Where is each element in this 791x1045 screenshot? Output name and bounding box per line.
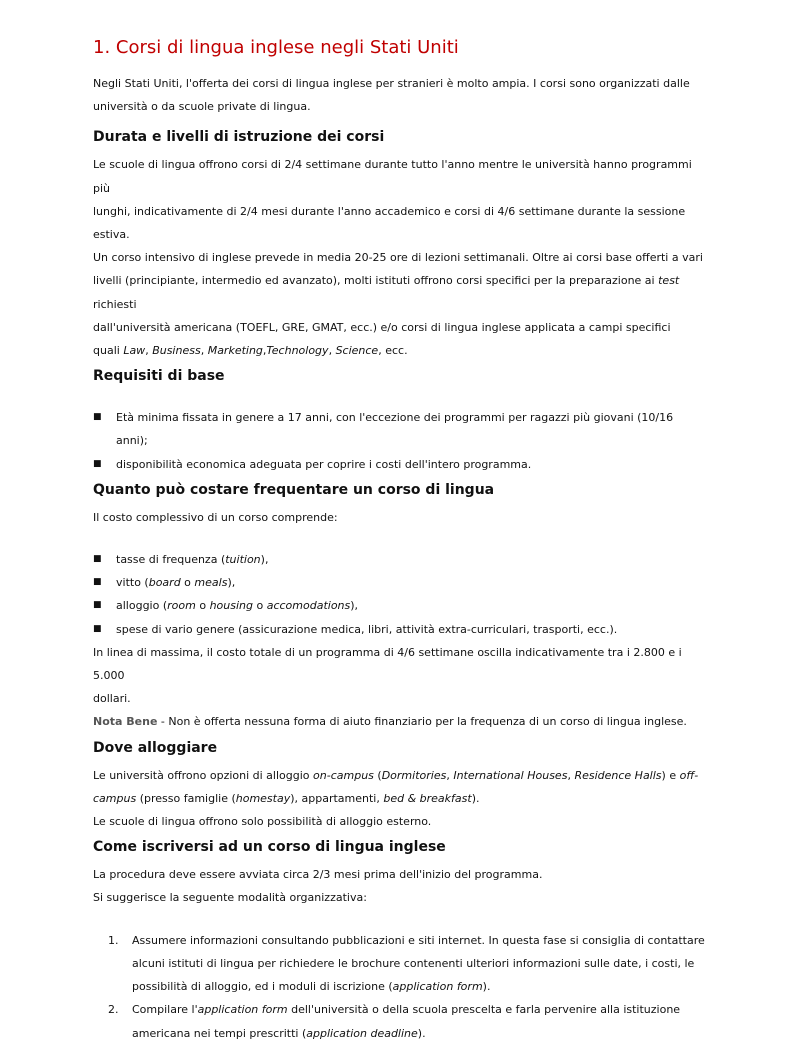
- bullet-icon: ■: [93, 623, 102, 634]
- bullet-icon: ■: [93, 600, 102, 611]
- costo-summary: In linea di massima, il costo totale di un programma di 4/6 settimane oscilla indicativamente tra i 2.800 e i 5.000 dollari. Nota Bene - Non è offerta nessuna forma di aiuto finanziario per la frequenza di un corso di lingua inglese.: [93, 645, 687, 729]
- list-item: ■ spese di vario genere (assicurazione medica, libri, attività extra-curriculari, trasporti, ecc.).: [93, 618, 705, 641]
- list-item: ■ vitto (board o meals),: [93, 571, 705, 594]
- bullet-icon: ■: [93, 554, 102, 565]
- page-title: 1. Corsi di lingua inglese negli Stati Uniti: [93, 37, 459, 58]
- iscrizione-steps: [93, 929, 705, 1045]
- heading-costo: Quanto può costare frequentare un corso di lingua: [93, 481, 495, 498]
- heading-durata: Durata e livelli di istruzione dei corsi: [93, 129, 385, 146]
- costo-intro: Il costo complessivo di un corso comprende:: [93, 510, 338, 524]
- document-page: [93, 36, 705, 1045]
- durata-line-3: Un corso intensivo di inglese prevede in media 20-25 ore di lezioni settimanali. Oltre ai corsi base offerti a vari: [93, 251, 703, 265]
- intro-line-2: università o da scuole private di lingua.: [93, 100, 311, 114]
- durata-line-4: livelli (principiante, intermedio ed avanzato), molti istituti offrono corsi specifici per la preparazione ai test richiesti: [93, 274, 680, 311]
- iscrizione-paragraph: La procedura deve essere avviata circa 2/3 mesi prima dell'inizio del programma. Si suggerisce la seguente modalità organizzativa:: [93, 868, 543, 905]
- heading-iscrizione: Come iscriversi ad un corso di lingua inglese: [93, 839, 446, 856]
- list-item: ■ tasse di frequenza (tuition),: [93, 548, 705, 571]
- list-item: ■ Età minima fissata in genere a 17 anni, con l'eccezione dei programmi per ragazzi più giovani (10/16 anni);: [93, 406, 705, 452]
- bullet-icon: ■: [93, 412, 102, 423]
- intro-line-1: Negli Stati Uniti, l'offerta dei corsi di lingua inglese per stranieri è molto ampia. I corsi sono organizzati dalle: [93, 77, 690, 90]
- durata-line-1: Le scuole di lingua offrono corsi di 2/4 settimane durante tutto l'anno mentre le università hanno programmi più: [93, 158, 692, 195]
- intro-paragraph: [93, 72, 705, 118]
- list-item: 2. Compilare l'application form dell'università o della scuola prescelta e farla pervenire alla istituzione americana nei tempi prescritti (application deadline).: [108, 1003, 681, 1040]
- costo-list: [93, 548, 705, 641]
- alloggio-paragraph: Le università offrono opzioni di alloggio on-campus (Dormitories, International Houses, Residence Halls) e off- campus (presso famiglie (homestay), appartamenti, bed & breakfast). Le scuole di lingua offrono solo possibilità di alloggio esterno.: [93, 768, 699, 829]
- nota-bene: Nota Bene - Non è offerta nessuna forma di aiuto finanziario per la frequenza di un corso di lingua inglese.: [93, 715, 687, 729]
- durata-line-5: dall'università americana (TOEFL, GRE, GMAT, ecc.) e/o corsi di lingua inglese applicata a campi specifici: [93, 320, 671, 334]
- bullet-icon: ■: [93, 458, 102, 469]
- durata-line-2: lunghi, indicativamente di 2/4 mesi durante l'anno accademico e corsi di 4/6 settimane durante la sessione estiva.: [93, 204, 686, 242]
- requisiti-list: [93, 406, 705, 476]
- durata-paragraph: [93, 153, 705, 362]
- list-item: 1. Assumere informazioni consultando pubblicazioni e siti internet. In questa fase si consiglia di contattare alcuni istituti di lingua per richiedere le brochure contenenti ulteriori informazioni sulle date, i costi, le possibilità di alloggio, ed i moduli di iscrizione (application form).: [108, 933, 705, 994]
- bullet-icon: ■: [93, 577, 102, 588]
- heading-alloggio: Dove alloggiare: [93, 739, 218, 756]
- heading-requisiti: Requisiti di base: [93, 368, 225, 385]
- list-item: ■ alloggio (room o housing o accomodations),: [93, 594, 705, 617]
- durata-line-6: quali Law, Business, Marketing,Technology, Science, ecc.: [93, 344, 408, 358]
- list-item: ■ disponibilità economica adeguata per coprire i costi dell'intero programma.: [93, 453, 705, 476]
